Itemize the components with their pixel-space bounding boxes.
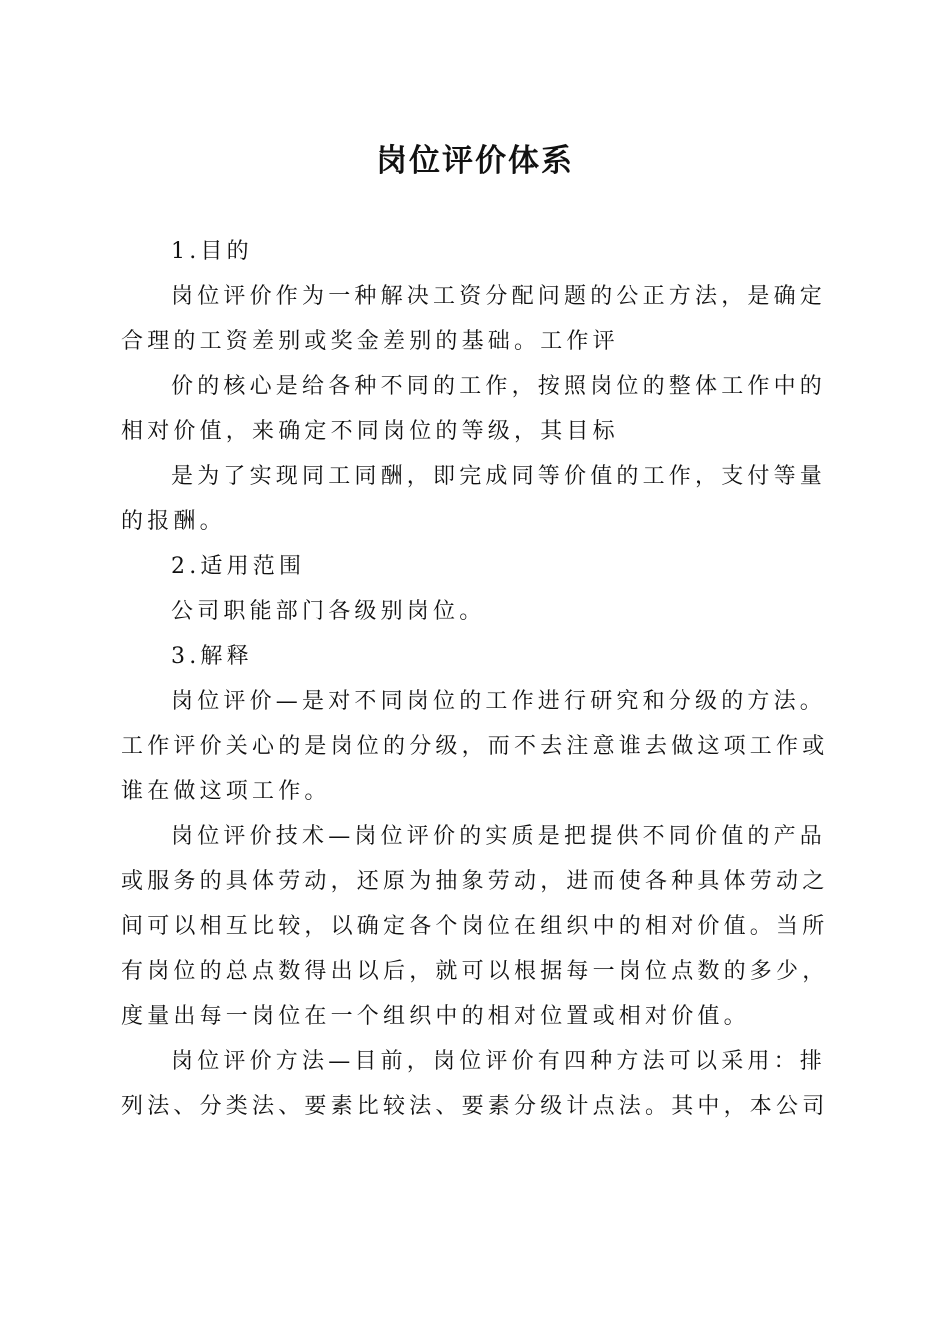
paragraph-line: 度量出每一岗位在一个组织中的相对位置或相对价值。: [121, 1004, 750, 1029]
paragraph-line: 合理的工资差别或奖金差别的基础。工作评: [121, 329, 619, 354]
paragraph-line: 是为了实现同工同酬，即完成同等价值的工作，支付等量: [171, 464, 827, 489]
paragraph-line: 列法、分类法、要素比较法、要素分级计点法。其中，本公司: [121, 1094, 829, 1119]
section-heading-scope: 2.适用范围: [171, 554, 306, 579]
paragraph-line: 或服务的具体劳动，还原为抽象劳动，进而使各种具体劳动之: [121, 869, 829, 894]
paragraph-line: 岗位评价技术—岗位评价的实质是把提供不同价值的产品: [171, 824, 827, 849]
document-title: 岗位评价体系: [376, 143, 574, 179]
paragraph-line: 谁在做这项工作。: [121, 779, 331, 804]
paragraph-line: 相对价值，来确定不同岗位的等级，其目标: [121, 419, 619, 444]
document-body: [121, 229, 829, 1129]
paragraph-line: 的报酬。: [121, 509, 226, 534]
paragraph-line: 间可以相互比较，以确定各个岗位在组织中的相对价值。当所: [121, 914, 829, 939]
paragraph-line: 岗位评价作为一种解决工资分配问题的公正方法，是确定: [171, 284, 827, 309]
section-heading-purpose: 1.目的: [171, 239, 253, 264]
paragraph-line: 岗位评价方法—目前，岗位评价有四种方法可以采用：排: [171, 1049, 827, 1074]
paragraph-line: 价的核心是给各种不同的工作，按照岗位的整体工作中的: [171, 374, 827, 399]
paragraph-line: 工作评价关心的是岗位的分级，而不去注意谁去做这项工作或: [121, 734, 829, 759]
paragraph-line: 有岗位的总点数得出以后，就可以根据每一岗位点数的多少，: [121, 959, 829, 984]
section-heading-explanation: 3.解释: [171, 644, 253, 669]
paragraph-line: 岗位评价—是对不同岗位的工作进行研究和分级的方法。: [171, 689, 827, 714]
paragraph-line: 公司职能部门各级别岗位。: [171, 599, 486, 624]
